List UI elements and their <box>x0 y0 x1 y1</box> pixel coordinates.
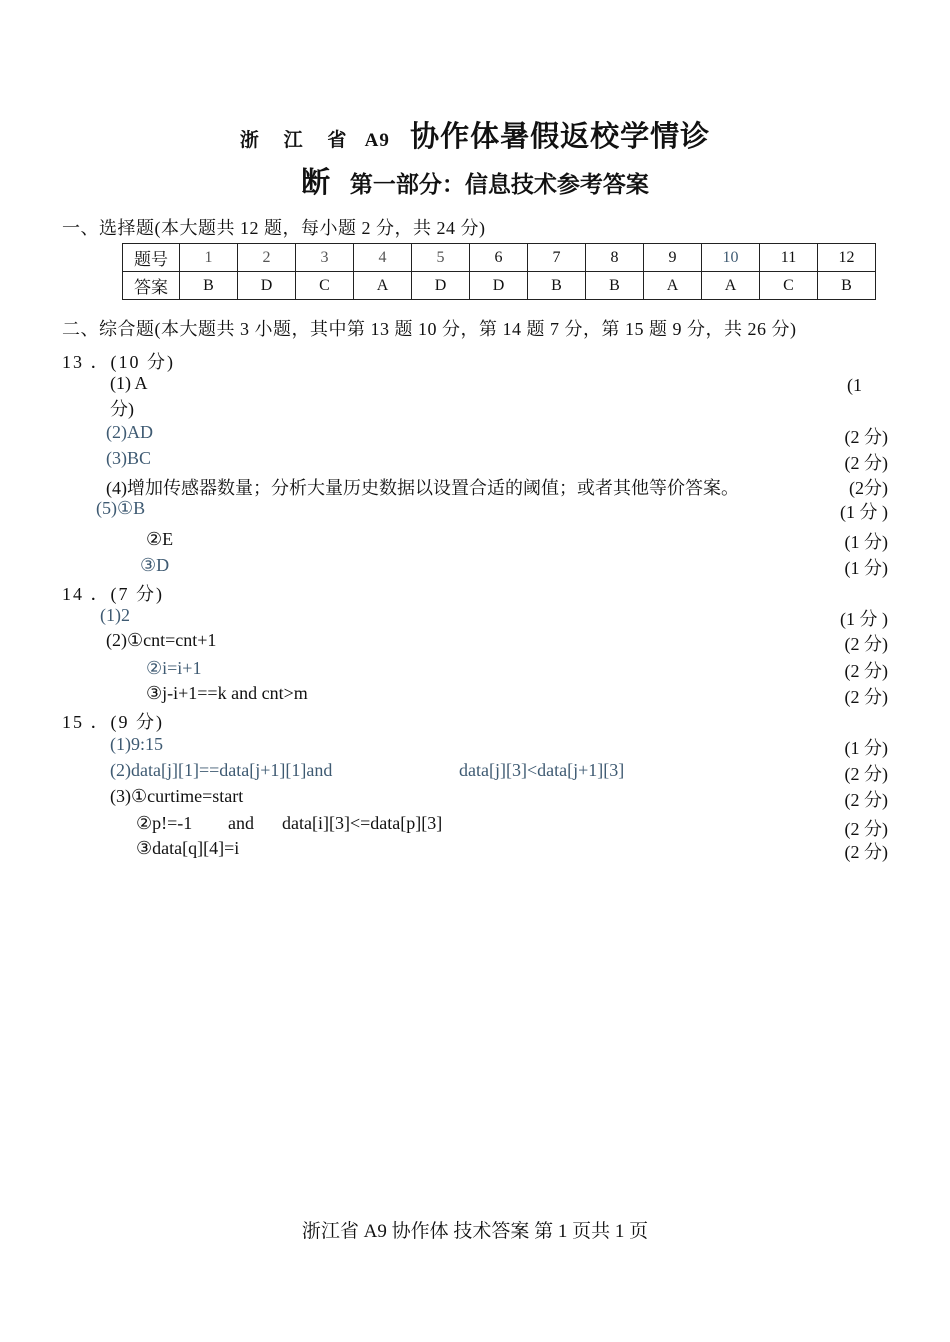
title-province: 浙 江 省 <box>239 130 357 151</box>
q13-item-1: (1) A <box>110 373 148 393</box>
q13-score-5: (1 分 ) <box>840 502 888 522</box>
q13-item-4: (4)增加传感器数量；分析大量历史数据以设置合适的阈值；或者其他等价答案。 <box>106 478 739 498</box>
question-number: 8 <box>586 244 644 272</box>
title-main: 协作体暑假返校学情诊 <box>410 121 711 153</box>
q13-score-2: (2 分) <box>844 427 888 447</box>
question-number: 7 <box>528 244 586 272</box>
q14-item-4: ③j-i+1==k and cnt>m <box>146 683 308 703</box>
answer-cell: D <box>412 272 470 300</box>
q15-item-3: (3)①curtime=start <box>110 786 244 806</box>
q13-item-1-cont: 分) <box>110 399 134 419</box>
q15-item-2-part2: data[j][3]<data[j+1][3] <box>459 760 625 780</box>
question-number: 6 <box>470 244 528 272</box>
answer-cell: D <box>238 272 296 300</box>
q14-score-2: (2 分) <box>844 634 888 654</box>
q13-item-2: (2)AD <box>106 422 153 442</box>
q15-item-5: ③data[q][4]=i <box>136 838 240 858</box>
q13-score-5b: (1 分) <box>844 532 888 552</box>
answer-cell: C <box>760 272 818 300</box>
answer-cell: A <box>354 272 412 300</box>
q15-score-1: (1 分) <box>844 738 888 758</box>
title-a9: A9 <box>364 130 390 151</box>
q13-item-3: (3)BC <box>106 448 151 468</box>
q15-item-4-cond: data[i][3]<=data[p][3] <box>282 813 443 833</box>
answer-cell: B <box>586 272 644 300</box>
question-number: 5 <box>412 244 470 272</box>
q14-score-3: (2 分) <box>844 661 888 681</box>
question-number: 12 <box>818 244 876 272</box>
q13-score-3: (2 分) <box>844 453 888 473</box>
q14-item-1: (1)2 <box>100 605 130 625</box>
table-row-answers <box>123 272 876 300</box>
question-number: 2 <box>238 244 296 272</box>
q15-item-4-and: and <box>228 813 254 833</box>
q13-label: 13 ．(10 分) <box>62 352 175 372</box>
q15-item-1: (1)9:15 <box>110 734 163 754</box>
row-label-number: 题号 <box>123 244 180 272</box>
question-number: 9 <box>644 244 702 272</box>
question-number: 1 <box>180 244 238 272</box>
q15-score-4: (2 分) <box>844 819 888 839</box>
title-subtitle: 第一部分：信息技术参考答案 <box>349 172 649 197</box>
row-label-answer: 答案 <box>123 272 180 300</box>
answer-cell: A <box>644 272 702 300</box>
q14-score-1: (1 分 ) <box>840 609 888 629</box>
q14-item-2: (2)①cnt=cnt+1 <box>106 630 217 650</box>
answer-cell: B <box>528 272 586 300</box>
question-number: 3 <box>296 244 354 272</box>
q15-score-3: (2 分) <box>844 790 888 810</box>
q15-score-5: (2 分) <box>844 842 888 862</box>
q15-label: 15 ．(9 分) <box>62 712 164 732</box>
q13-item-5b: ②E <box>146 529 174 549</box>
question-number: 4 <box>354 244 412 272</box>
q15-score-2: (2 分) <box>844 764 888 784</box>
q13-item-5: (5)①B <box>96 498 146 518</box>
section2-heading: 二、综合题(本大题共 3 小题，其中第 13 题 10 分，第 14 题 7 分，第 15 题 9 分，共 26 分) <box>62 319 797 339</box>
table-row-numbers <box>123 244 876 272</box>
q13-score-1: (1 <box>847 375 862 395</box>
question-number: 10 <box>702 244 760 272</box>
answer-cell: B <box>818 272 876 300</box>
page-title-line2 <box>0 160 950 201</box>
title-char: 断 <box>301 167 331 199</box>
answer-cell: B <box>180 272 238 300</box>
section1-heading: 一、选择题(本大题共 12 题，每小题 2 分，共 24 分) <box>62 218 486 238</box>
answer-cell: A <box>702 272 760 300</box>
question-number: 11 <box>760 244 818 272</box>
answer-cell: D <box>470 272 528 300</box>
q15-item-2: (2)data[j][1]==data[j+1][1]and <box>110 760 333 780</box>
q14-score-4: (2 分) <box>844 687 888 707</box>
q14-label: 14 ．(7 分) <box>62 584 164 604</box>
answer-cell: C <box>296 272 354 300</box>
q14-item-3: ②i=i+1 <box>146 658 202 678</box>
q13-item-5c: ③D <box>140 555 170 575</box>
q13-score-4: (2分) <box>849 478 888 498</box>
q13-score-5c: (1 分) <box>844 558 888 578</box>
page-footer: 浙江省 A9 协作体 技术答案 第 1 页共 1 页 <box>301 1221 649 1242</box>
q15-item-4: ②p!=-1 <box>136 813 193 833</box>
answer-table <box>122 243 876 300</box>
page-title-line1 <box>0 114 950 155</box>
